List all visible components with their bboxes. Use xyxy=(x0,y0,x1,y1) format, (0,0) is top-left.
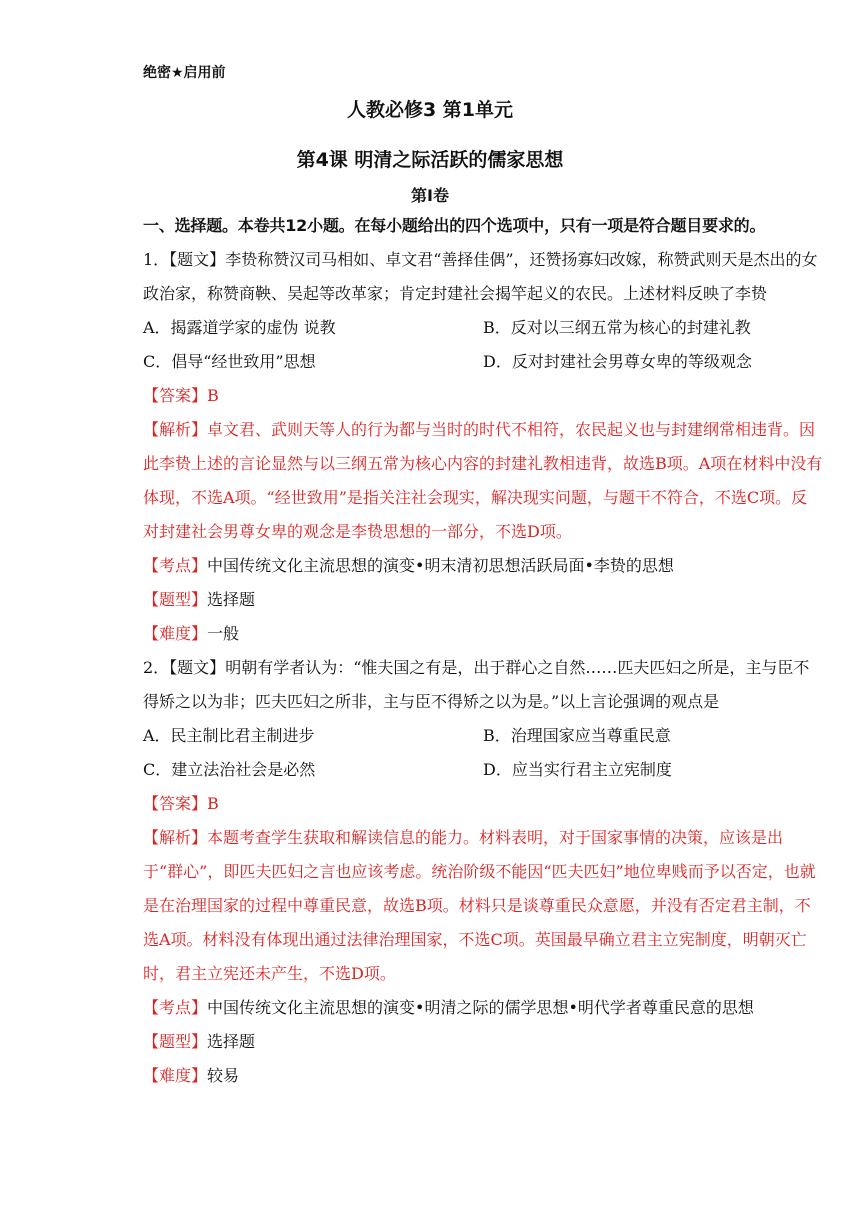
document-title: 人教必修3 第1单元 xyxy=(346,99,514,121)
point-text: 中国传统文化主流思想的演变•明末清初思想活跃局面•李贽的思想 xyxy=(207,556,674,575)
volume-title: 第Ⅰ卷 xyxy=(411,186,449,205)
option-a: A．民主制比君主制进步 xyxy=(143,726,315,745)
option-d: D．应当实行君主立宪制度 xyxy=(483,760,672,779)
section-heading: 一、选择题。本卷共12小题。在每小题给出的四个选项中，只有一项是符合题目要求的。 xyxy=(143,216,766,235)
point-line xyxy=(143,549,823,583)
option-b: B．治理国家应当尊重民意 xyxy=(483,726,671,745)
option-a: A．揭露道学家的虚伪 说教 xyxy=(143,318,336,337)
option-b: B．反对以三纲五常为核心的封建礼教 xyxy=(483,318,751,337)
answer-label: 【答案】 xyxy=(143,386,208,405)
analysis-label: 【解析】 xyxy=(143,420,208,439)
answer-label: 【答案】 xyxy=(143,794,208,813)
question-stem xyxy=(143,651,823,719)
type-label: 【题型】 xyxy=(143,590,208,609)
difficulty-line xyxy=(143,617,823,651)
question-text: 李贽称赞汉司马相如、卓文君“善择佳偶”，还赞扬寡妇改嫁，称赞武则天是杰出的女政治家，称赞商鞅、吴起等改革家；肯定封建社会揭竿起义的农民。上述材料反映了李贽 xyxy=(143,250,818,303)
answer-value: B xyxy=(207,386,219,405)
difficulty-line xyxy=(143,1059,823,1093)
analysis-line xyxy=(143,821,823,991)
options-list xyxy=(143,311,823,379)
question-text: 明朝有学者认为：“惟夫国之有是，出于群心之自然……匹夫匹妇之所是，主与臣不得矫之以为非；匹夫匹妇之所非，主与臣不得矫之以为是。”以上言论强调的观点是 xyxy=(143,658,810,711)
point-line xyxy=(143,991,823,1025)
question-number: 1．【题文】 xyxy=(143,250,226,269)
type-label: 【题型】 xyxy=(143,1032,208,1051)
question-number: 2．【题文】 xyxy=(143,658,226,677)
difficulty-label: 【难度】 xyxy=(143,624,208,643)
analysis-text: 本题考查学生获取和解读信息的能力。材料表明，对于国家事情的决策，应该是出于“群心”，即匹夫匹妇之言也应该考虑。统治阶级不能因“匹夫匹妇”地位卑贱而予以否定，也就是在治理国家的过程中尊重民意，故选B项。材料只是谈尊重民众意愿，并没有否定君主制，不选A项。材料没有体现出通过法律治理国家，不选C项。英国最早确立君主立宪制度，明朝灭亡时，君主立宪还未产生，不选D项。 xyxy=(143,828,816,983)
analysis-label: 【解析】 xyxy=(143,828,208,847)
answer-line xyxy=(143,379,823,413)
difficulty-text: 较易 xyxy=(207,1066,240,1085)
type-line xyxy=(143,1025,823,1059)
type-text: 选择题 xyxy=(207,590,256,609)
option-c: C．倡导“经世致用”思想 xyxy=(143,352,316,371)
lesson-title: 第4课 明清之际活跃的儒家思想 xyxy=(296,149,564,171)
confidential-label: 绝密★启用前 xyxy=(143,65,226,81)
option-c: C．建立法治社会是必然 xyxy=(143,760,316,779)
answer-line xyxy=(143,787,823,821)
exam-content xyxy=(143,209,823,1093)
analysis-text: 卓文君、武则天等人的行为都与当时的时代不相符，农民起义也与封建纲常相违背。因此李贽上述的言论显然与以三纲五常为核心内容的封建礼教相违背，故选B项。A项在材料中没有体现，不选A项。“经世致用”是指关注社会现实，解决现实问题，与题干不符合，不选C项。反对封建社会男尊女卑的观念是李贽思想的一部分，不选D项。 xyxy=(143,420,823,541)
option-d: D．反对封建社会男尊女卑的等级观念 xyxy=(483,352,752,371)
question-stem xyxy=(143,243,823,311)
difficulty-label: 【难度】 xyxy=(143,1066,208,1085)
point-text: 中国传统文化主流思想的演变•明清之际的儒学思想•明代学者尊重民意的思想 xyxy=(207,998,754,1017)
type-text: 选择题 xyxy=(207,1032,256,1051)
options-list xyxy=(143,719,823,787)
difficulty-text: 一般 xyxy=(207,624,240,643)
analysis-line xyxy=(143,413,823,549)
answer-value: B xyxy=(207,794,219,813)
point-label: 【考点】 xyxy=(143,556,208,575)
type-line xyxy=(143,583,823,617)
point-label: 【考点】 xyxy=(143,998,208,1017)
